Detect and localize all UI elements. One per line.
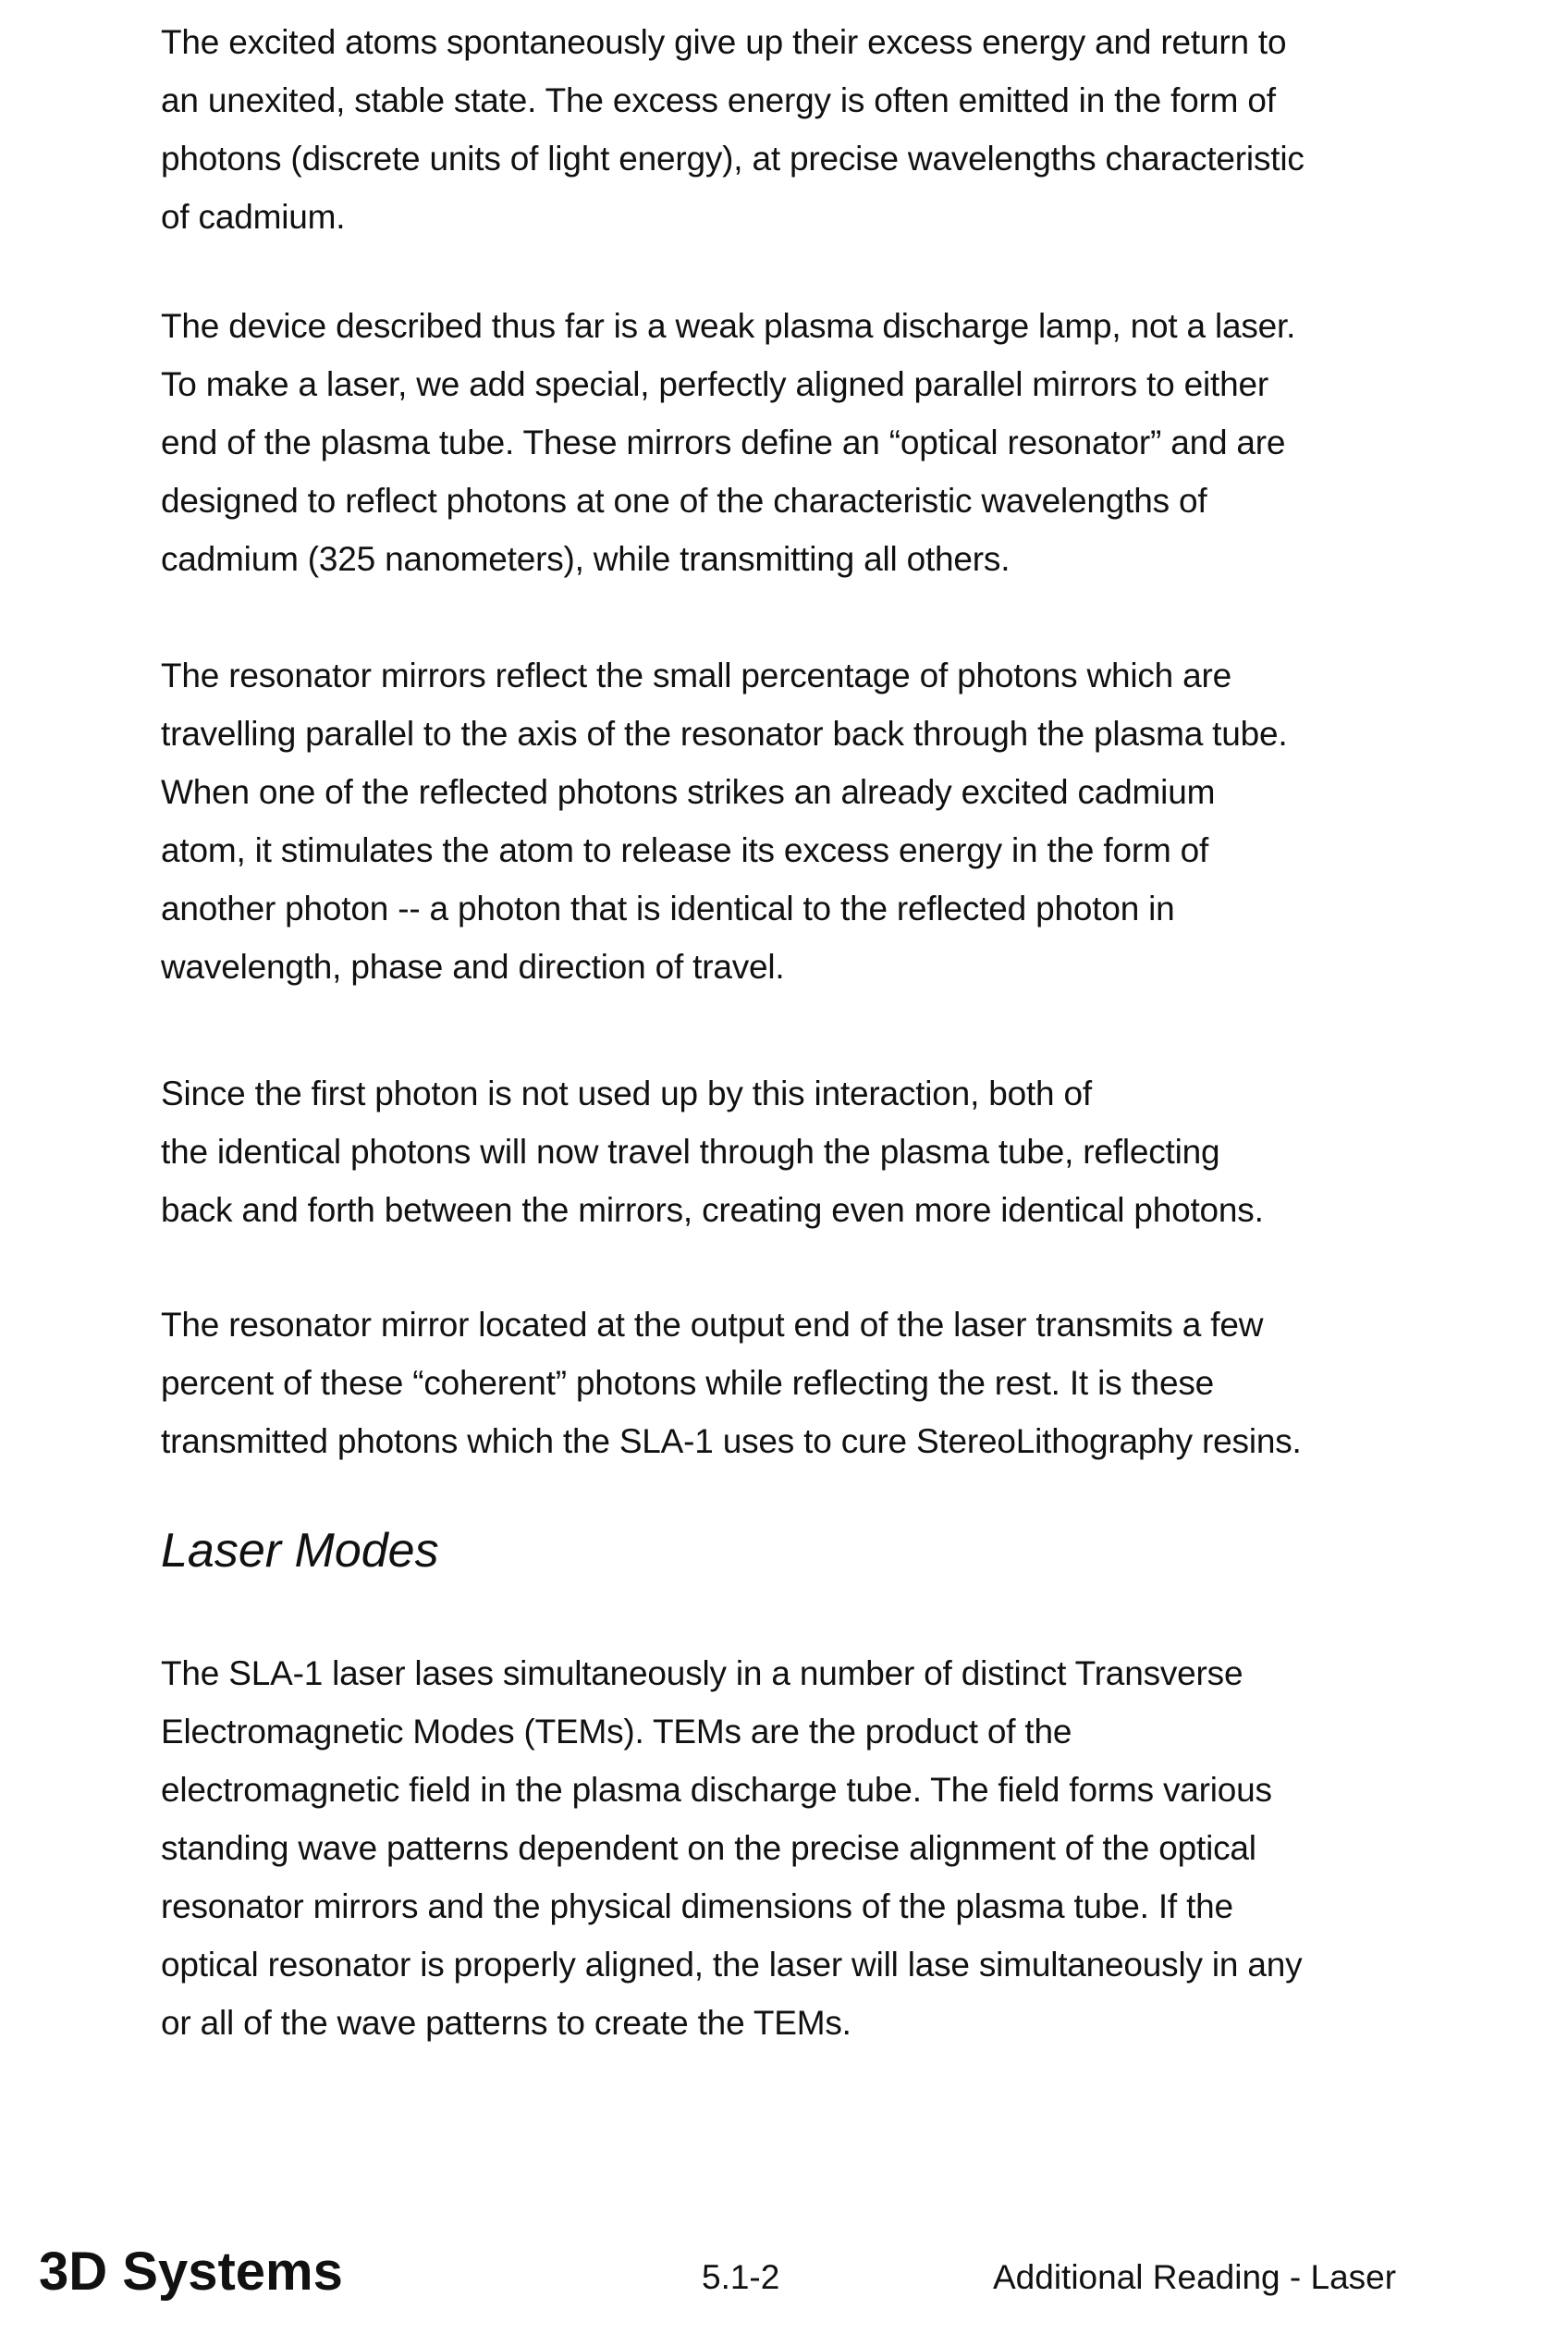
- text-line: Since the first photon is not used up by this interaction, both of: [161, 1064, 1264, 1123]
- footer-section-title: Additional Reading - Laser: [993, 2247, 1396, 2308]
- text-line: another photon -- a photon that is identical to the reflected photon in: [161, 879, 1287, 938]
- paragraph-6: [161, 1644, 1302, 2052]
- text-line: percent of these “coherent” photons while reflecting the rest. It is these: [161, 1354, 1302, 1412]
- text-line: optical resonator is properly aligned, the laser will lase simultaneously in any: [161, 1935, 1302, 1994]
- text-line: The device described thus far is a weak plasma discharge lamp, not a laser.: [161, 297, 1295, 355]
- footer-brand: 3D Systems: [39, 2242, 343, 2303]
- text-line: transmitted photons which the SLA-1 uses to cure StereoLithography resins.: [161, 1412, 1302, 1470]
- text-line: wavelength, phase and direction of travel.: [161, 938, 1287, 996]
- text-line: back and forth between the mirrors, creating even more identical photons.: [161, 1181, 1264, 1239]
- text-line: the identical photons will now travel through the plasma tube, reflecting: [161, 1123, 1264, 1181]
- text-line: When one of the reflected photons strikes an already excited cadmium: [161, 763, 1287, 821]
- text-line: designed to reflect photons at one of the characteristic wavelengths of: [161, 472, 1295, 530]
- text-line: Electromagnetic Modes (TEMs). TEMs are the product of the: [161, 1702, 1302, 1761]
- text-line: travelling parallel to the axis of the resonator back through the plasma tube.: [161, 705, 1287, 763]
- text-line: of cadmium.: [161, 188, 1305, 246]
- text-line: end of the plasma tube. These mirrors define an “optical resonator” and are: [161, 413, 1295, 472]
- paragraph-1: [161, 13, 1305, 246]
- paragraph-4: [161, 1064, 1264, 1239]
- paragraph-3: [161, 646, 1287, 996]
- page-number: 5.1-2: [702, 2247, 779, 2308]
- text-line: The resonator mirrors reflect the small percentage of photons which are: [161, 646, 1287, 705]
- text-line: atom, it stimulates the atom to release its excess energy in the form of: [161, 821, 1287, 879]
- text-line: or all of the wave patterns to create the TEMs.: [161, 1994, 1302, 2052]
- text-line: standing wave patterns dependent on the precise alignment of the optical: [161, 1819, 1302, 1877]
- text-line: electromagnetic field in the plasma discharge tube. The field forms various: [161, 1761, 1302, 1819]
- text-line: The resonator mirror located at the output end of the laser transmits a few: [161, 1296, 1302, 1354]
- text-line: an unexited, stable state. The excess energy is often emitted in the form of: [161, 71, 1305, 129]
- text-line: The SLA-1 laser lases simultaneously in a number of distinct Transverse: [161, 1644, 1302, 1702]
- paragraph-5: [161, 1296, 1302, 1470]
- text-line: To make a laser, we add special, perfectly aligned parallel mirrors to either: [161, 355, 1295, 413]
- section-heading: Laser Modes: [161, 1518, 439, 1583]
- paragraph-2: [161, 297, 1295, 588]
- text-line: resonator mirrors and the physical dimensions of the plasma tube. If the: [161, 1877, 1302, 1935]
- text-line: photons (discrete units of light energy), at precise wavelengths characteristic: [161, 129, 1305, 188]
- text-line: cadmium (325 nanometers), while transmitting all others.: [161, 530, 1295, 588]
- text-line: The excited atoms spontaneously give up their excess energy and return to: [161, 13, 1305, 71]
